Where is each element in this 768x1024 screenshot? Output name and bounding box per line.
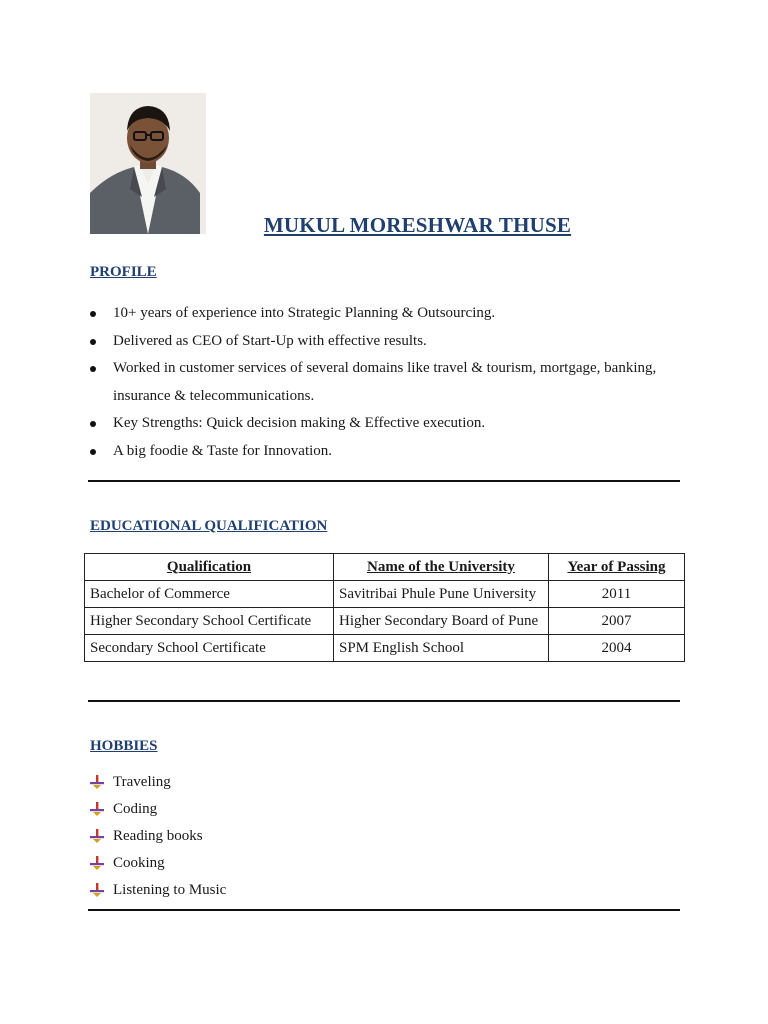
bullet-icon xyxy=(90,339,96,345)
education-table xyxy=(84,553,685,662)
hobby-item: Reading books xyxy=(90,825,226,852)
column-header-university: Name of the University xyxy=(334,554,549,581)
section-divider xyxy=(88,909,680,911)
hobby-item: Listening to Music xyxy=(90,879,226,906)
profile-item: Key Strengths: Quick decision making & Effective execution. xyxy=(90,410,680,438)
qualification-cell: Secondary School Certificate xyxy=(85,635,334,662)
hobby-item: Traveling xyxy=(90,771,226,798)
hobbies-list xyxy=(90,771,226,906)
profile-list xyxy=(90,300,680,465)
column-header-year: Year of Passing xyxy=(549,554,685,581)
table-row xyxy=(85,635,685,662)
profile-heading: PROFILE xyxy=(90,264,157,280)
arrow-down-bullet-icon xyxy=(90,856,104,870)
table-row xyxy=(85,608,685,635)
arrow-down-bullet-icon xyxy=(90,883,104,897)
bullet-icon xyxy=(90,421,96,427)
arrow-down-bullet-icon xyxy=(90,829,104,843)
year-cell: 2004 xyxy=(549,635,685,662)
qualification-cell: Higher Secondary School Certificate xyxy=(85,608,334,635)
university-cell: Higher Secondary Board of Pune xyxy=(334,608,549,635)
column-header-qualification: Qualification xyxy=(85,554,334,581)
university-cell: SPM English School xyxy=(334,635,549,662)
hobby-item: Coding xyxy=(90,798,226,825)
section-divider xyxy=(88,480,680,482)
profile-item: 10+ years of experience into Strategic Planning & Outsourcing. xyxy=(90,300,680,328)
arrow-down-bullet-icon xyxy=(90,802,104,816)
education-heading: EDUCATIONAL QUALIFICATION xyxy=(90,518,328,534)
table-row xyxy=(85,581,685,608)
hobby-item: Cooking xyxy=(90,852,226,879)
year-cell: 2007 xyxy=(549,608,685,635)
bullet-icon xyxy=(90,449,96,455)
bullet-icon xyxy=(90,366,96,372)
profile-item: A big foodie & Taste for Innovation. xyxy=(90,438,680,466)
hobbies-heading: HOBBIES xyxy=(90,738,158,754)
table-header-row xyxy=(85,554,685,581)
year-cell: 2011 xyxy=(549,581,685,608)
section-divider xyxy=(88,700,680,702)
candidate-name: MUKUL MORESHWAR THUSE xyxy=(263,213,572,237)
qualification-cell: Bachelor of Commerce xyxy=(85,581,334,608)
profile-item: Worked in customer services of several domains like travel & tourism, mortgage, banking, insurance & telecommunications. xyxy=(90,355,680,410)
bullet-icon xyxy=(90,311,96,317)
profile-item: Delivered as CEO of Start-Up with effective results. xyxy=(90,328,680,356)
arrow-down-bullet-icon xyxy=(90,775,104,789)
university-cell: Savitribai Phule Pune University xyxy=(334,581,549,608)
